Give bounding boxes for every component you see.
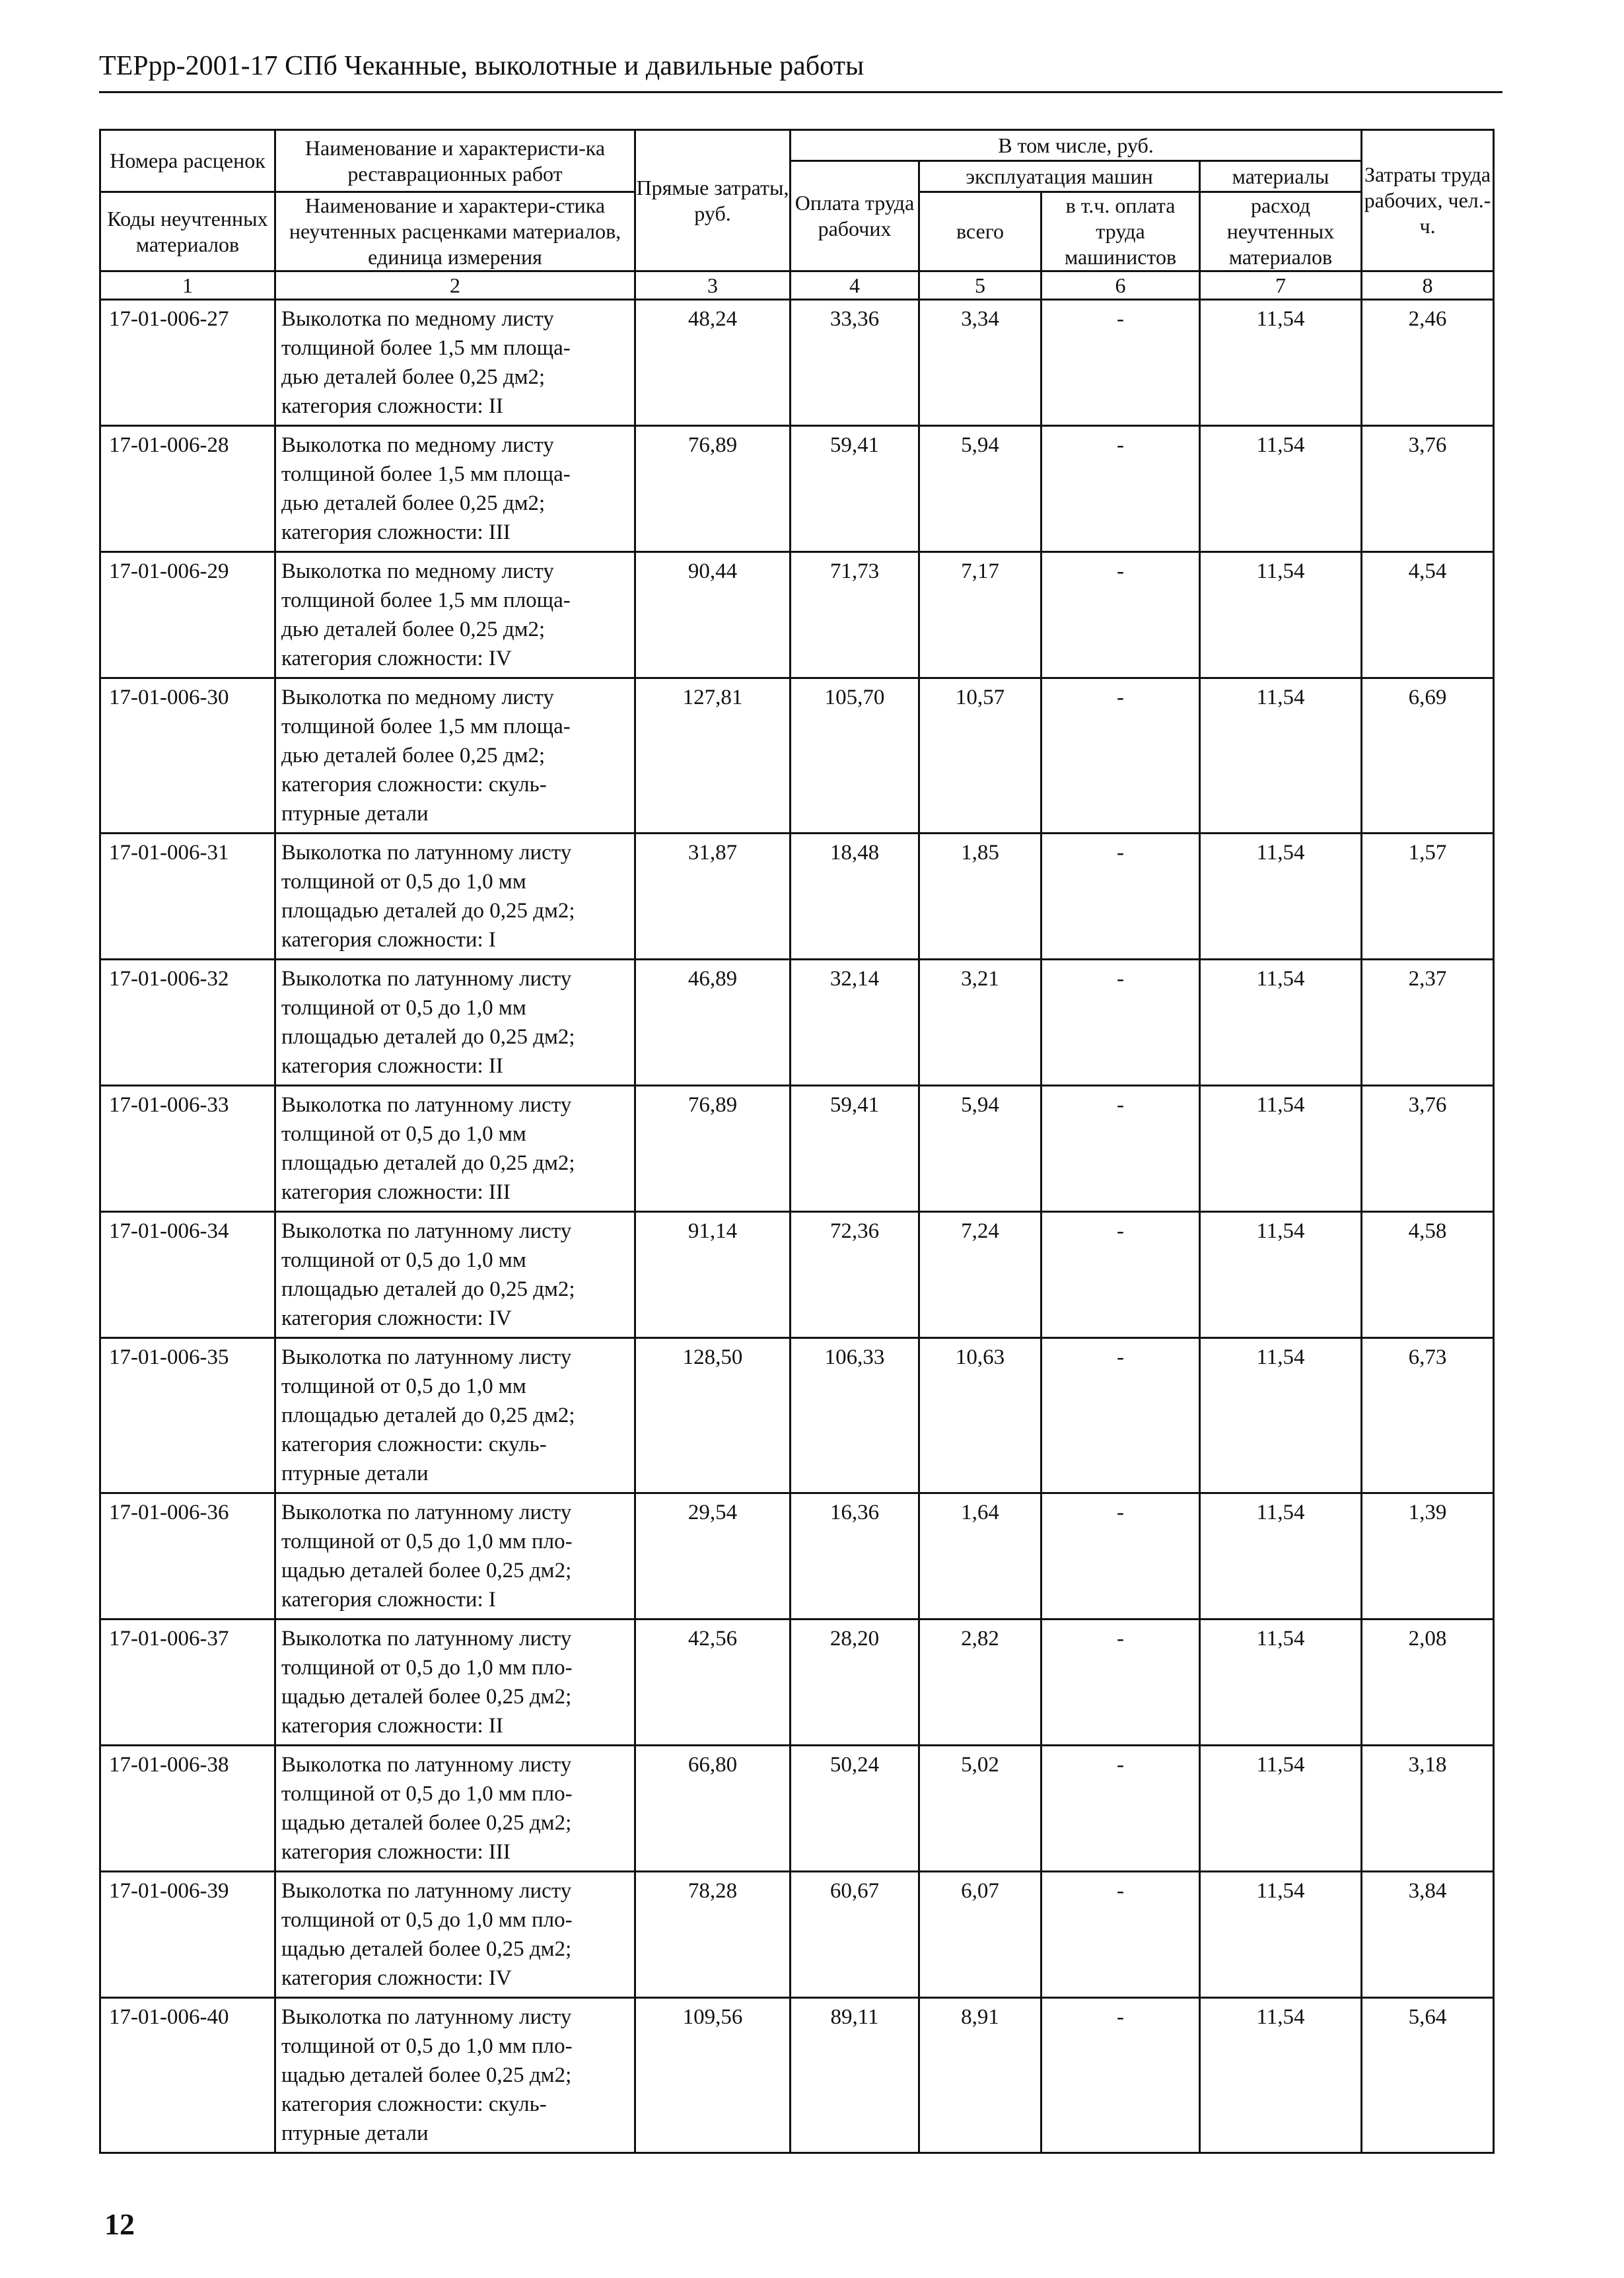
description-line: щадью деталей более 0,25 дм2; [281,1937,572,1961]
operator-pay: - [1041,1620,1200,1746]
page-number: 12 [104,2207,135,2241]
description-line: толщиной от 0,5 до 1,0 мм [281,1248,526,1272]
table-row [100,1212,1494,1338]
description-line: толщиной от 0,5 до 1,0 мм пло- [281,1656,573,1680]
description-line: щадью деталей более 0,25 дм2; [281,2063,572,2087]
worker-pay: 33,36 [791,300,919,426]
work-description [275,300,635,426]
description-line: птурные детали [281,2121,429,2145]
description-line: площадью деталей до 0,25 дм2; [281,1151,575,1175]
labor-hours: 2,08 [1362,1620,1494,1746]
rate-code: 17-01-006-36 [100,1493,275,1620]
labor-hours: 4,54 [1362,552,1494,678]
unaccounted-materials: 11,54 [1200,1998,1362,2153]
table-body [100,300,1494,2153]
machines-total: 6,07 [919,1872,1041,1998]
rate-code: 17-01-006-31 [100,834,275,960]
description-line: категория сложности: III [281,1840,511,1864]
operator-pay: - [1041,300,1200,426]
worker-pay: 59,41 [791,1086,919,1212]
labor-hours: 3,84 [1362,1872,1494,1998]
header-including-group: В том числе, руб. [791,130,1362,161]
worker-pay: 59,41 [791,426,919,552]
operator-pay: - [1041,426,1200,552]
labor-hours: 1,39 [1362,1493,1494,1620]
table-row [100,1998,1494,2153]
description-line: Выколотка по медному листу [281,433,554,457]
description-line: дью деталей более 0,25 дм2; [281,618,546,641]
description-line: категория сложности: II [281,394,503,418]
rate-code: 17-01-006-40 [100,1998,275,2153]
header-work-description: Наименование и характеристи-ка реставрационных работ [275,130,635,192]
description-line: дью деталей более 0,25 дм2; [281,744,546,767]
description-line: категория сложности: III [281,1180,511,1204]
description-line: категория сложности: II [281,1054,503,1078]
rate-code: 17-01-006-38 [100,1746,275,1872]
direct-costs: 109,56 [635,1998,791,2153]
description-line: толщиной более 1,5 мм площа- [281,462,571,486]
description-line: Выколотка по медному листу [281,307,554,331]
operator-pay: - [1041,552,1200,678]
unaccounted-materials: 11,54 [1200,1872,1362,1998]
worker-pay: 28,20 [791,1620,919,1746]
description-line: категория сложности: I [281,1588,496,1612]
description-line: категория сложности: IV [281,647,512,670]
description-line: толщиной более 1,5 мм площа- [281,336,571,360]
description-line: толщиной от 0,5 до 1,0 мм пло- [281,1782,573,1806]
operator-pay: - [1041,1338,1200,1493]
unaccounted-materials: 11,54 [1200,1212,1362,1338]
direct-costs: 46,89 [635,960,791,1086]
machines-total: 5,94 [919,426,1041,552]
work-description [275,1872,635,1998]
description-line: дью деталей более 0,25 дм2; [281,365,546,389]
column-number: 4 [791,271,919,300]
description-line: толщиной от 0,5 до 1,0 мм [281,1374,526,1398]
header-material-codes: Коды неучтенных материалов [100,192,275,271]
operator-pay: - [1041,1212,1200,1338]
labor-hours: 5,64 [1362,1998,1494,2153]
labor-hours: 6,69 [1362,678,1494,834]
direct-costs: 78,28 [635,1872,791,1998]
machines-total: 5,94 [919,1086,1041,1212]
operator-pay: - [1041,960,1200,1086]
work-description [275,1746,635,1872]
direct-costs: 31,87 [635,834,791,960]
rate-code: 17-01-006-35 [100,1338,275,1493]
worker-pay: 71,73 [791,552,919,678]
machines-total: 10,63 [919,1338,1041,1493]
operator-pay: - [1041,1872,1200,1998]
worker-pay: 72,36 [791,1212,919,1338]
description-line: категория сложности: IV [281,1966,512,1990]
unaccounted-materials: 11,54 [1200,1746,1362,1872]
header-machine-operation-group: эксплуатация машин [919,161,1200,192]
table-header [100,130,1494,300]
machines-total: 2,82 [919,1620,1041,1746]
price-rates-table [99,129,1495,2154]
column-number: 6 [1041,271,1200,300]
table-row [100,1872,1494,1998]
header-rate-numbers: Номера расценок [100,130,275,192]
unaccounted-materials: 11,54 [1200,1086,1362,1212]
description-line: Выколотка по латунному листу [281,2005,572,2029]
column-number: 3 [635,271,791,300]
operator-pay: - [1041,1998,1200,2153]
description-line: Выколотка по латунному листу [281,967,572,991]
rate-code: 17-01-006-37 [100,1620,275,1746]
worker-pay: 89,11 [791,1998,919,2153]
rate-code: 17-01-006-33 [100,1086,275,1212]
labor-hours: 4,58 [1362,1212,1494,1338]
unaccounted-materials: 11,54 [1200,1620,1362,1746]
machines-total: 5,02 [919,1746,1041,1872]
table-row [100,834,1494,960]
column-number: 8 [1362,271,1494,300]
description-line: категория сложности: I [281,928,496,952]
labor-hours: 2,46 [1362,300,1494,426]
machines-total: 7,24 [919,1212,1041,1338]
direct-costs: 91,14 [635,1212,791,1338]
description-line: категория сложности: скуль- [281,2092,547,2116]
description-line: птурные детали [281,802,429,826]
table-row [100,1620,1494,1746]
work-description [275,1620,635,1746]
machines-total: 1,85 [919,834,1041,960]
description-line: площадью деталей до 0,25 дм2; [281,1277,575,1301]
table-row [100,1086,1494,1212]
unaccounted-materials: 11,54 [1200,1493,1362,1620]
machines-total: 10,57 [919,678,1041,834]
description-line: Выколотка по латунному листу [281,1879,572,1903]
direct-costs: 76,89 [635,426,791,552]
description-line: Выколотка по латунному листу [281,1093,572,1117]
description-line: толщиной от 0,5 до 1,0 мм пло- [281,1530,573,1553]
description-line: категория сложности: скуль- [281,773,547,797]
table-row [100,552,1494,678]
table-row [100,426,1494,552]
labor-hours: 3,76 [1362,1086,1494,1212]
description-line: Выколотка по латунному листу [281,1501,572,1524]
work-description [275,1338,635,1493]
direct-costs: 127,81 [635,678,791,834]
machines-total: 3,34 [919,300,1041,426]
work-description [275,1212,635,1338]
machines-total: 1,64 [919,1493,1041,1620]
operator-pay: - [1041,1493,1200,1620]
work-description [275,1086,635,1212]
description-line: Выколотка по латунному листу [281,841,572,865]
description-line: категория сложности: IV [281,1306,512,1330]
description-line: площадью деталей до 0,25 дм2; [281,1025,575,1049]
worker-pay: 106,33 [791,1338,919,1493]
header-machines-total: всего [919,192,1041,271]
rate-code: 17-01-006-39 [100,1872,275,1998]
operator-pay: - [1041,1746,1200,1872]
unaccounted-materials: 11,54 [1200,300,1362,426]
header-labor-hours: Затраты труда рабочих, чел.-ч. [1362,130,1494,271]
table-row [100,1493,1494,1620]
direct-costs: 76,89 [635,1086,791,1212]
machines-total: 8,91 [919,1998,1041,2153]
description-line: Выколотка по медному листу [281,686,554,709]
description-line: щадью деталей более 0,25 дм2; [281,1559,572,1583]
rate-code: 17-01-006-28 [100,426,275,552]
direct-costs: 29,54 [635,1493,791,1620]
worker-pay: 50,24 [791,1746,919,1872]
unaccounted-materials: 11,54 [1200,552,1362,678]
unaccounted-materials: 11,54 [1200,678,1362,834]
direct-costs: 90,44 [635,552,791,678]
operator-pay: - [1041,1086,1200,1212]
description-line: категория сложности: II [281,1714,503,1738]
description-line: толщиной от 0,5 до 1,0 мм пло- [281,1908,573,1932]
description-line: толщиной более 1,5 мм площа- [281,588,571,612]
work-description [275,552,635,678]
table-row [100,1746,1494,1872]
worker-pay: 18,48 [791,834,919,960]
rate-code: 17-01-006-30 [100,678,275,834]
machines-total: 3,21 [919,960,1041,1086]
direct-costs: 66,80 [635,1746,791,1872]
labor-hours: 2,37 [1362,960,1494,1086]
table-row [100,1338,1494,1493]
operator-pay: - [1041,678,1200,834]
work-description [275,426,635,552]
header-materials-group: материалы [1200,161,1362,192]
direct-costs: 42,56 [635,1620,791,1746]
worker-pay: 60,67 [791,1872,919,1998]
header-worker-pay: Оплата труда рабочих [791,161,919,271]
description-line: толщиной от 0,5 до 1,0 мм [281,870,526,894]
description-line: щадью деталей более 0,25 дм2; [281,1811,572,1835]
description-line: толщиной от 0,5 до 1,0 мм [281,996,526,1020]
description-line: Выколотка по медному листу [281,559,554,583]
description-line: щадью деталей более 0,25 дм2; [281,1685,572,1709]
labor-hours: 1,57 [1362,834,1494,960]
header-direct-costs: Прямые затраты, руб. [635,130,791,271]
description-line: площадью деталей до 0,25 дм2; [281,899,575,923]
description-line: площадью деталей до 0,25 дм2; [281,1404,575,1427]
table-row [100,678,1494,834]
direct-costs: 128,50 [635,1338,791,1493]
header-operator-pay: в т.ч. оплата труда машинистов [1041,192,1200,271]
header-divider [99,91,1502,93]
column-number: 2 [275,271,635,300]
column-number-row [100,271,1494,300]
description-line: Выколотка по латунному листу [281,1627,572,1651]
column-number: 1 [100,271,275,300]
column-number: 7 [1200,271,1362,300]
work-description [275,1493,635,1620]
labor-hours: 6,73 [1362,1338,1494,1493]
work-description [275,960,635,1086]
work-description [275,1998,635,2153]
page-title: ТЕРрр-2001-17 СПб Чеканные, выколотные и давильные работы [99,51,865,81]
description-line: категория сложности: скуль- [281,1433,547,1456]
labor-hours: 3,18 [1362,1746,1494,1872]
work-description [275,678,635,834]
unaccounted-materials: 11,54 [1200,1338,1362,1493]
description-line: толщиной более 1,5 мм площа- [281,715,571,738]
direct-costs: 48,24 [635,300,791,426]
description-line: дью деталей более 0,25 дм2; [281,491,546,515]
description-line: Выколотка по латунному листу [281,1753,572,1777]
rate-code: 17-01-006-34 [100,1212,275,1338]
description-line: птурные детали [281,1462,429,1485]
table-row [100,960,1494,1086]
worker-pay: 16,36 [791,1493,919,1620]
unaccounted-materials: 11,54 [1200,426,1362,552]
unaccounted-materials: 11,54 [1200,960,1362,1086]
description-line: Выколотка по латунному листу [281,1219,572,1243]
description-line: категория сложности: III [281,520,511,544]
machines-total: 7,17 [919,552,1041,678]
work-description [275,834,635,960]
header-material-description: Наименование и характери-стика неучтенных расценками материалов, единица измерения [275,192,635,271]
column-number: 5 [919,271,1041,300]
header-unaccounted-materials: расход неучтенных материалов [1200,192,1362,271]
rate-code: 17-01-006-32 [100,960,275,1086]
table-row [100,300,1494,426]
unaccounted-materials: 11,54 [1200,834,1362,960]
rate-code: 17-01-006-27 [100,300,275,426]
rate-code: 17-01-006-29 [100,552,275,678]
labor-hours: 3,76 [1362,426,1494,552]
description-line: толщиной от 0,5 до 1,0 мм [281,1122,526,1146]
worker-pay: 32,14 [791,960,919,1086]
description-line: толщиной от 0,5 до 1,0 мм пло- [281,2034,573,2058]
operator-pay: - [1041,834,1200,960]
worker-pay: 105,70 [791,678,919,834]
description-line: Выколотка по латунному листу [281,1345,572,1369]
